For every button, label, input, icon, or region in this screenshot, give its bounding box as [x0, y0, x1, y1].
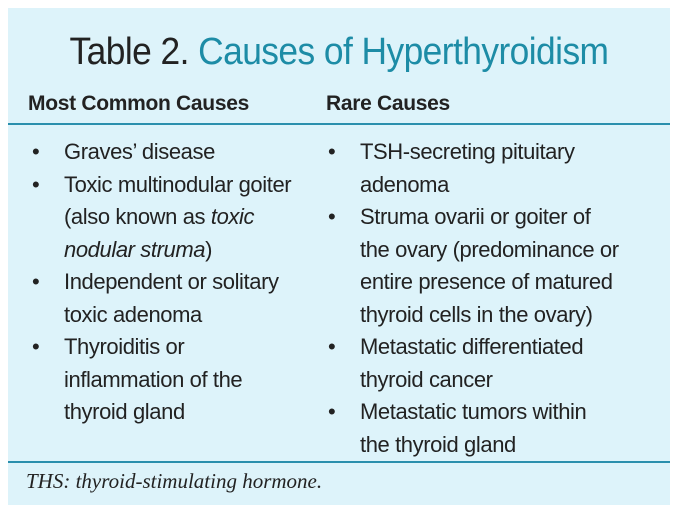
bullet-icon: •: [328, 139, 336, 164]
bullet-icon: •: [32, 171, 40, 197]
table-title: [31, 30, 647, 74]
list-item-text: Graves’ disease: [64, 139, 215, 164]
list-item-text: entire presence of matured: [360, 269, 613, 294]
bullet-icon: •: [32, 269, 40, 294]
list-item-text: Metastatic differentiated: [360, 334, 584, 359]
bullet-icon: •: [328, 334, 336, 359]
list-item: [32, 169, 322, 267]
bullet-icon: •: [32, 139, 40, 164]
list-item: [328, 331, 666, 396]
list-item-text: toxic adenoma: [64, 301, 202, 327]
list-item: [328, 136, 666, 201]
list-item-text: the ovary (predominance or: [360, 236, 619, 262]
common-causes-list: [32, 136, 322, 429]
list-item: [32, 331, 322, 429]
list-item: [32, 136, 322, 169]
list-item-italic: nodular struma: [64, 236, 206, 262]
table-title-number: Table 2.: [69, 31, 189, 73]
list-item-text: Metastatic tumors within: [360, 399, 587, 424]
list-item-text: thyroid cells in the ovary): [360, 301, 593, 327]
list-item-italic: toxic: [210, 204, 255, 229]
table-footnote: THS: thyroid-stimulating hormone.: [26, 469, 323, 493]
table-title-name: Causes of Hyperthyroidism: [198, 31, 609, 73]
list-item-text: Struma ovarii or goiter of: [360, 204, 591, 229]
list-item-text: (also known as: [64, 204, 211, 229]
list-item-text: ): [205, 236, 213, 262]
table-panel: [8, 8, 670, 505]
bullet-icon: •: [328, 399, 336, 424]
footer-divider: [8, 461, 670, 463]
bullet-icon: •: [32, 334, 40, 359]
list-item-text: adenoma: [360, 171, 449, 197]
list-item: [32, 266, 322, 331]
list-item: [328, 396, 666, 461]
list-item-text: Toxic multinodular goiter: [64, 171, 292, 197]
list-item-text: thyroid gland: [64, 399, 185, 424]
column-header-common: Most Common Causes: [28, 92, 249, 115]
list-item: [328, 201, 666, 331]
bullet-icon: •: [328, 204, 336, 229]
rare-causes-list: [328, 136, 666, 461]
list-item-text: inflammation of the: [64, 366, 243, 392]
list-item-text: TSH-secreting pituitary: [360, 139, 575, 164]
list-item-text: Independent or solitary: [64, 269, 279, 294]
list-item-text: the thyroid gland: [360, 431, 516, 457]
list-item-text: thyroid cancer: [360, 366, 493, 392]
list-item-text: Thyroiditis or: [64, 334, 185, 359]
column-header-rare: Rare Causes: [326, 92, 450, 115]
header-divider: [8, 123, 670, 125]
